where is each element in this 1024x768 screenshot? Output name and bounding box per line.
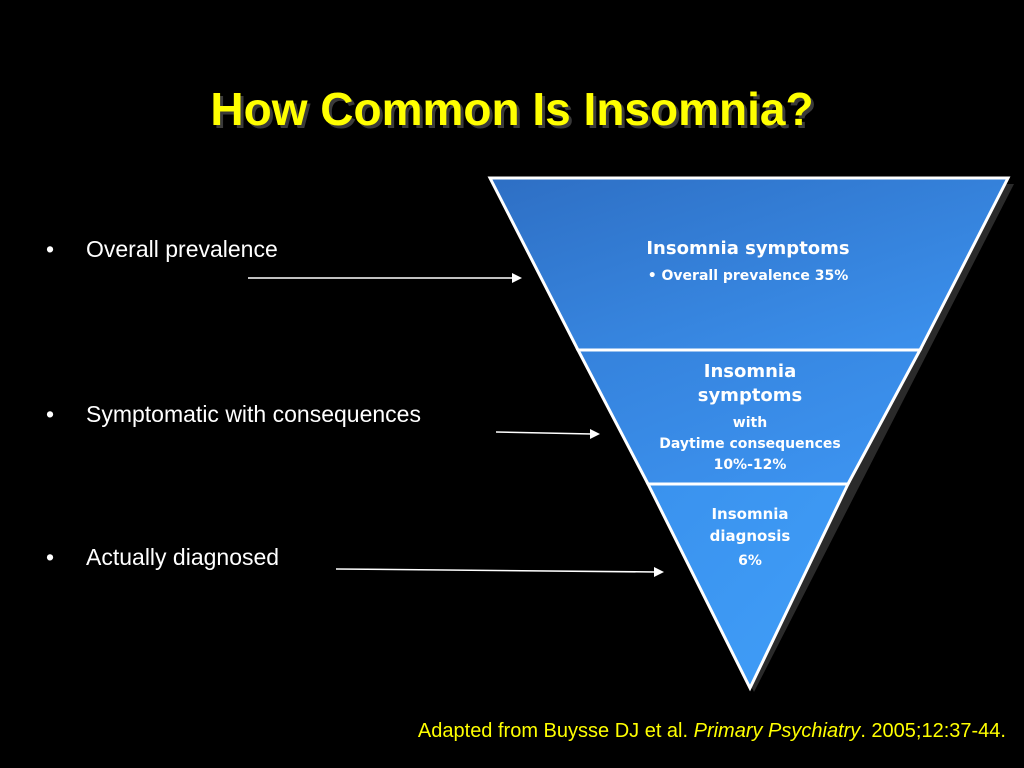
bullet-text: Overall prevalence	[86, 236, 278, 262]
funnel-middle-line1: Insomnia	[703, 361, 797, 382]
funnel-bottom-line2: diagnosis	[709, 527, 791, 545]
funnel-bottom-line1: Insomnia	[711, 505, 789, 523]
citation	[418, 720, 1006, 743]
citation-journal: Primary Psychiatry	[693, 720, 861, 742]
bullet-text: Actually diagnosed	[86, 544, 280, 570]
funnel-middle-line3: with	[732, 415, 768, 431]
slide-title: How Common Is Insomnia?	[210, 83, 814, 135]
bullet-text: Symptomatic with consequences	[86, 401, 421, 427]
funnel-middle-line5: 10%-12%	[713, 457, 787, 473]
funnel-middle-line2: symptoms	[697, 385, 803, 406]
funnel-bottom-text	[670, 503, 830, 547]
citation-prefix: Adapted from Buysse DJ et al.	[417, 720, 694, 742]
funnel-top-detail	[600, 268, 896, 284]
arrow-line-symptomatic	[496, 432, 592, 434]
funnel-top-marker: •	[647, 268, 657, 284]
bullet-marker: •	[46, 236, 55, 262]
arrowhead-symptomatic	[590, 429, 600, 439]
bullet-marker: •	[46, 401, 55, 427]
funnel-middle-line4: Daytime consequences	[659, 436, 841, 452]
arrowhead-diagnosed	[654, 567, 664, 577]
arrow-line-diagnosed	[336, 569, 656, 572]
bullet-marker: •	[46, 544, 55, 570]
citation-suffix: . 2005;12:37-44.	[860, 720, 1006, 742]
funnel-middle-text	[630, 360, 870, 408]
funnel-middle-detail	[610, 413, 890, 476]
funnel-top-detail-text: Overall prevalence 35%	[661, 268, 849, 284]
funnel-segment-top	[490, 178, 1008, 350]
funnel-top-heading: Insomnia symptoms	[646, 238, 850, 259]
funnel-bottom-value: 6%	[738, 553, 762, 569]
arrowhead-overall	[512, 273, 522, 283]
